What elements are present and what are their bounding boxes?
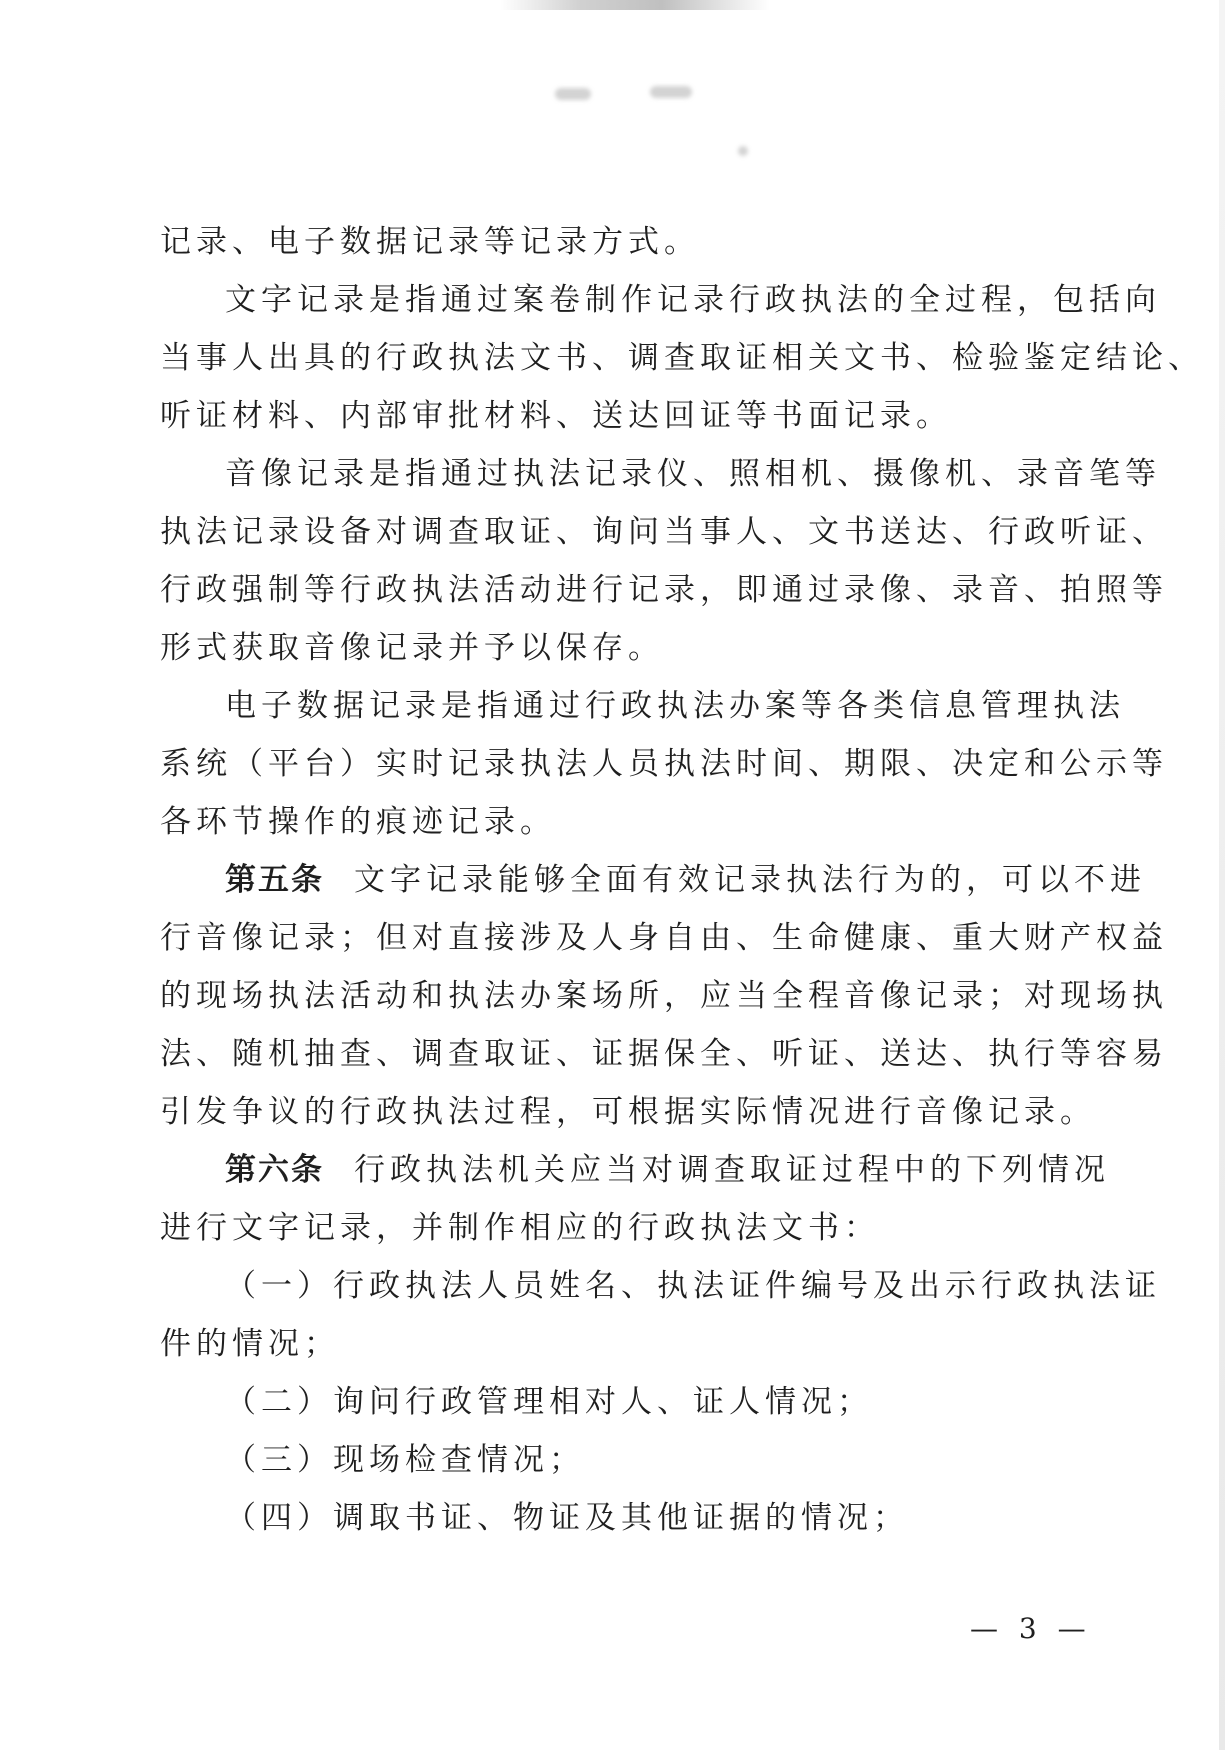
paragraph-line: 文字记录是指通过案卷制作记录行政执法的全过程，包括向 xyxy=(225,282,1161,318)
scan-artifact-edge xyxy=(1219,0,1225,1750)
paragraph-line: 行政强制等行政执法活动进行记录，即通过录像、录音、拍照等 xyxy=(160,572,1168,608)
paragraph-line: 电子数据记录是指通过行政执法办案等各类信息管理执法 xyxy=(225,688,1125,724)
paragraph-line: 执法记录设备对调查取证、询问当事人、文书送达、行政听证、 xyxy=(160,514,1168,550)
paragraph-line: 的现场执法活动和执法办案场所，应当全程音像记录；对现场执 xyxy=(160,978,1168,1014)
paragraph-line: 进行文字记录，并制作相应的行政执法文书： xyxy=(160,1210,880,1246)
article-6-title: 第六条 xyxy=(225,1152,324,1188)
paragraph-line: 听证材料、内部审批材料、送达回证等书面记录。 xyxy=(160,398,952,434)
page-number: — 3 — xyxy=(970,1612,1092,1645)
list-item-line: （四）调取书证、物证及其他证据的情况； xyxy=(225,1500,909,1536)
list-item-line: （三）现场检查情况； xyxy=(225,1442,585,1478)
paragraph-line: 引发争议的行政执法过程，可根据实际情况进行音像记录。 xyxy=(160,1094,1096,1130)
article-5-text: 文字记录能够全面有效记录执法行为的，可以不进 xyxy=(354,862,1146,898)
scan-smudge xyxy=(738,146,748,156)
article-6-first-line xyxy=(225,1150,1110,1190)
list-item-line: （二）询问行政管理相对人、证人情况； xyxy=(225,1384,873,1420)
paragraph-line: 记录、电子数据记录等记录方式。 xyxy=(160,224,700,260)
scan-smudge xyxy=(555,88,591,100)
article-5-title: 第五条 xyxy=(225,862,324,898)
paragraph-line: 当事人出具的行政执法文书、调查取证相关文书、检验鉴定结论、 xyxy=(160,340,1204,376)
paragraph-line: 各环节操作的痕迹记录。 xyxy=(160,804,556,840)
paragraph-line: 法、随机抽查、调查取证、证据保全、听证、送达、执行等容易 xyxy=(160,1036,1168,1072)
list-item-line: 件的情况； xyxy=(160,1326,340,1362)
scan-artifact-top xyxy=(500,0,770,10)
paragraph-line: 行音像记录；但对直接涉及人身自由、生命健康、重大财产权益 xyxy=(160,920,1168,956)
scan-smudge xyxy=(650,86,692,98)
paragraph-line: 音像记录是指通过执法记录仪、照相机、摄像机、录音笔等 xyxy=(225,456,1161,492)
paragraph-line: 形式获取音像记录并予以保存。 xyxy=(160,630,664,666)
article-6-text: 行政执法机关应当对调查取证过程中的下列情况 xyxy=(354,1152,1110,1188)
article-5-first-line xyxy=(225,860,1146,900)
paragraph-line: 系统（平台）实时记录执法人员执法时间、期限、决定和公示等 xyxy=(160,746,1168,782)
list-item-line: （一）行政执法人员姓名、执法证件编号及出示行政执法证 xyxy=(225,1268,1161,1304)
